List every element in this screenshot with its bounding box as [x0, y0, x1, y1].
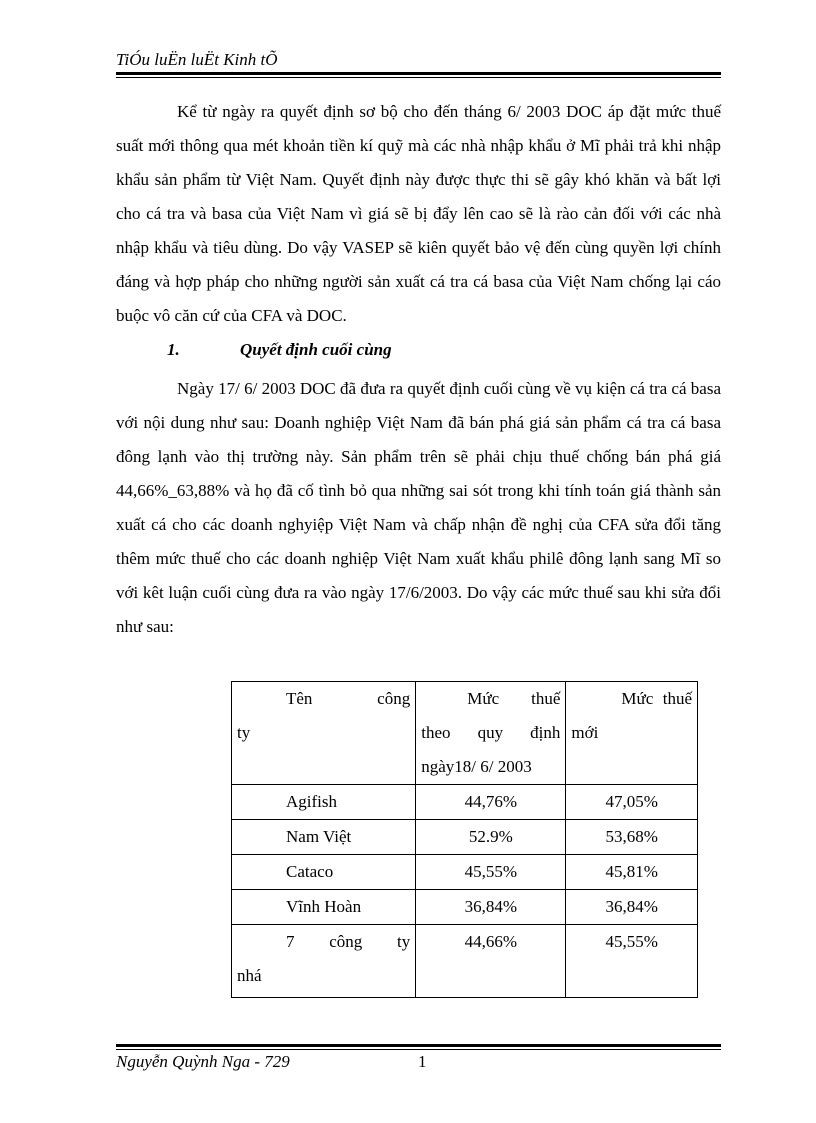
rate-new-cell: 36,84% [566, 890, 698, 925]
tariff-table [231, 681, 698, 998]
header-rate-old-line3: ngày18/ 6/ 2003 [421, 757, 532, 776]
rate-old-cell: 52.9% [416, 820, 566, 855]
table-row [232, 855, 698, 890]
table-header-row [232, 682, 698, 785]
header-company-line2: ty [237, 723, 251, 742]
company-cell: Nam Việt [232, 820, 416, 855]
footer-author: Nguyễn Quỳnh Nga - 729 [116, 1052, 290, 1071]
header-company-line1: Tên công [286, 689, 411, 708]
header-rate-new-line1: Mức thuế [621, 689, 692, 708]
header-rule-thin [116, 77, 721, 78]
footer-rule-thin [116, 1049, 721, 1050]
company-cell: Agifish [232, 785, 416, 820]
company-cell: Cataco [232, 855, 416, 890]
rate-new-cell: 45,81% [566, 855, 698, 890]
company-cell [232, 925, 416, 998]
header-rate-old-line2: theo quy định [421, 723, 561, 742]
page-number: 1 [418, 1052, 427, 1071]
section-heading [167, 340, 392, 360]
rate-old-cell: 45,55% [416, 855, 566, 890]
rate-old-cell: 44,76% [416, 785, 566, 820]
paragraph-decision: Ngày 17/ 6/ 2003 DOC đã đưa ra quyết định cuối cùng về vụ kiện cá tra cá basa với nội dung như sau: Doanh nghiệp Việt Nam đã bán phá giá sản phẩm cá tra cá basa đông lạnh vào thị trường này. Sản phẩm trên sẽ phải chịu thuế chống bán phá giá 44,66%_63,88% và họ đã cố tình bỏ qua những sai sót trong khi tính toán giá thành sản xuất cá cho các doanh nghyiệp Việt Nam và chấp nhận đề nghị của CFA sửa đổi tăng thêm mức thuế cho các doanh nghiệp Việt Nam xuất khẩu philê đông lạnh sang Mĩ so với kêt luận cuối cùng đưa ra vào ngày 17/6/2003. Do vậy các mức thuế sau khi sửa đổi như sau: [116, 379, 721, 636]
header-rate-new [566, 682, 698, 785]
rate-new-cell: 45,55% [566, 925, 698, 998]
table-row [232, 820, 698, 855]
section-title: Quyết định cuối cùng [240, 340, 392, 359]
rate-new-cell: 47,05% [566, 785, 698, 820]
running-header: TiÓu luËn luËt Kinh tÕ [116, 50, 278, 69]
footer-rule-thick [116, 1044, 721, 1047]
company-line1: 7 công ty [286, 932, 411, 951]
rate-new-cell: 53,68% [566, 820, 698, 855]
paragraph-intro: Kể từ ngày ra quyết định sơ bộ cho đến tháng 6/ 2003 DOC áp đặt mức thuế suất mới thông qua mét khoản tiền kí quỹ mà các nhà nhập khẩu ở Mĩ phải trả khi nhập khẩu sản phẩm từ Việt Nam. Quyết định này được thực thi sẽ gây khó khăn và bất lợi cho cá tra và basa của Việt Nam vì giá sẽ bị đẩy lên cao sẽ là rào cản đối với các nhà nhập khẩu và tiêu dùng. Do vậy VASEP sẽ kiên quyết bảo vệ đến cùng quyền lợi chính đáng và hợp pháp cho những người sản xuất cá tra cá basa của Việt Nam chống lại cáo buộc vô căn cứ của CFA và DOC. [116, 102, 721, 325]
company-line2: nhá [237, 966, 262, 985]
header-rate-new-line2: mới [571, 723, 599, 742]
table-row [232, 890, 698, 925]
rate-old-cell: 44,66% [416, 925, 566, 998]
company-cell: Vĩnh Hoàn [232, 890, 416, 925]
table-row [232, 925, 698, 998]
section-number: 1. [167, 340, 180, 359]
header-company [232, 682, 416, 785]
header-rate-old-line1: Mức thuế [467, 689, 561, 708]
rate-old-cell: 36,84% [416, 890, 566, 925]
table-row [232, 785, 698, 820]
header-rate-old [416, 682, 566, 785]
header-rule-thick [116, 72, 721, 75]
